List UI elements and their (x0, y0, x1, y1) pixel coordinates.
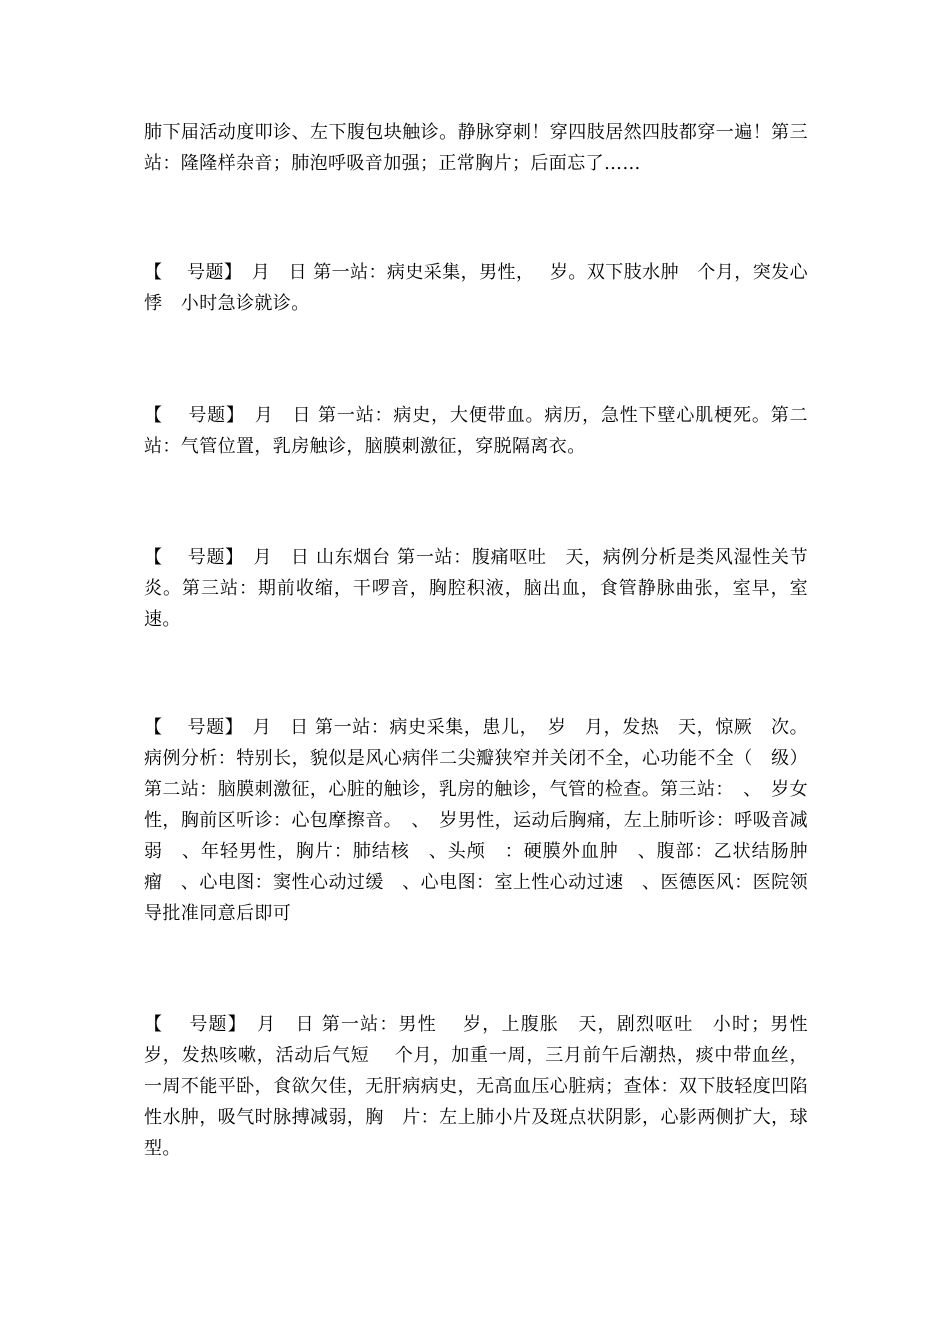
paragraph-exam-question-2: 【 号题】 月 日 第一站：病史，大便带血。病历，急性下壁心肌梗死。第二站：气管位置，乳房触诊，脑膜刺激征，穿脱隔离衣。 (144, 405, 808, 457)
paragraph-exam-question-3: 【 号题】 月 日 山东烟台 第一站：腹痛呕吐 天，病例分析是类风湿性关节炎。第三站：期前收缩，干啰音，胸腔积液，脑出血，食管静脉曲张，室早，室速。 (144, 547, 808, 630)
paragraph-exam-question-5: 【 号题】 月 日 第一站：男性 岁，上腹胀 天，剧烈呕吐 小时；男性 岁，发热咳嗽，活动后气短 个月，加重一周，三月前午后潮热，痰中带血丝，一周不能平卧，食欲欠佳，无肝病病史，无高血压心脏病；查体：双下肢轻度凹陷性水肿，吸气时脉搏减弱，胸 片：左上肺小片及斑点状阴影，心影两侧扩大，球型。 (144, 1014, 827, 1159)
paragraph-exam-question-1: 【 号题】 月 日 第一站：病史采集，男性， 岁。双下肢水肿 个月，突发心悸 小时急诊就诊。 (144, 262, 808, 314)
paragraph-exam-question-4: 【 号题】 月 日 第一站：病史采集，患儿， 岁 月，发热 天，惊厥 次。病例分析：特别长，貌似是风心病伴二尖瓣狭窄并关闭不全，心功能不全（ 级）第二站：脑膜刺激征，心脏的触诊，乳房的触诊，气管的检查。第三站： 、 岁女性，胸前区听诊：心包摩擦音。 、 岁男性，运动后胸痛，左上肺听诊：呼吸音减弱 、年轻男性，胸片：肺结核 、头颅 ：硬膜外血肿 、腹部：乙状结肠肿瘤 、心电图：窦性心动过缓 、心电图：室上性心动过速 、医德医风：医院领导批准同意后即可 (144, 717, 808, 924)
paragraph-exam-notes-continued: 肺下届活动度叩诊、左下腹包块触诊。静脉穿刺！穿四肢居然四肢都穿一遍！第三站：隆隆样杂音；肺泡呼吸音加强；正常胸片；后面忘了…… (144, 122, 808, 174)
